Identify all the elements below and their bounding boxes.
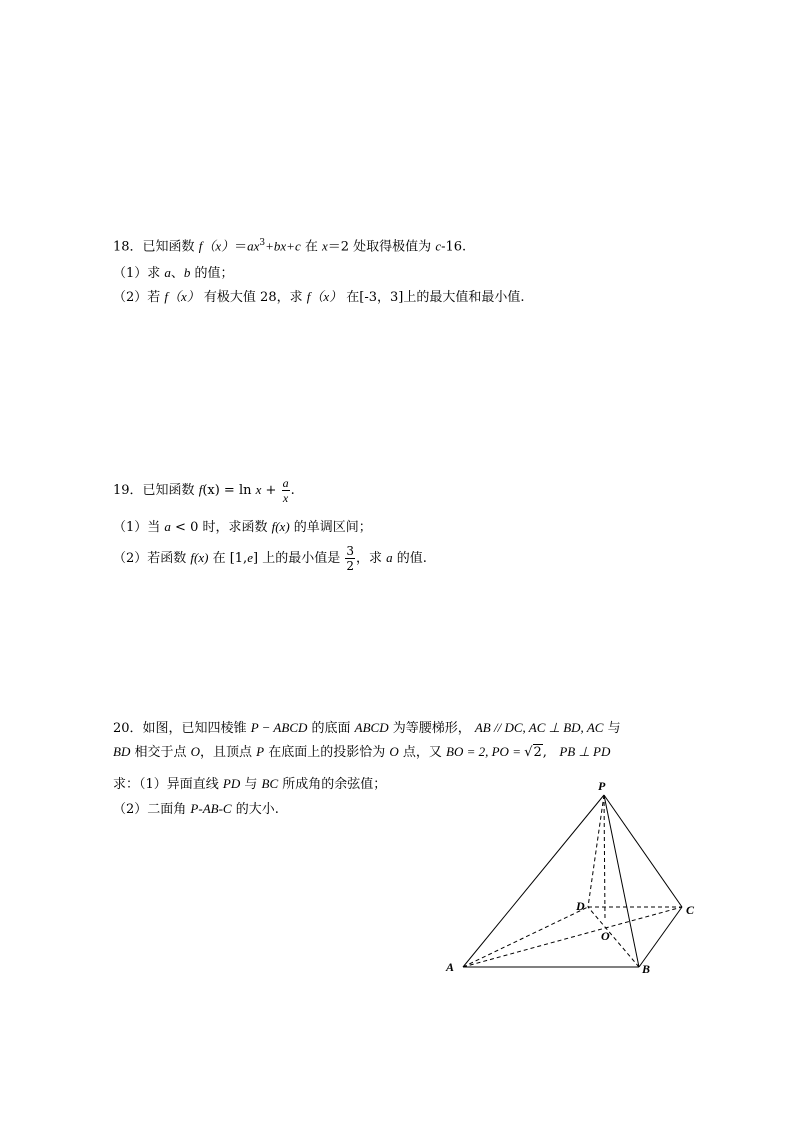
edge-PO xyxy=(604,795,605,920)
q20-line2: BD 相交于点 O，且顶点 P 在底面上的投影恰为 O 点，又 BO = 2, PO = √2, PB ⊥ PD xyxy=(113,744,611,760)
q19-number: 19． xyxy=(113,483,143,498)
edge-PA xyxy=(463,795,604,967)
diag-AC xyxy=(463,907,682,967)
label-B: B xyxy=(642,962,651,976)
q20-line3: 求：（1）异面直线 PD 与 BC 所成角的余弦值； xyxy=(113,776,387,792)
label-O: O xyxy=(601,929,610,943)
q19-part2: （2）若函数 f(x) 在 [1,e] 上的最小值是 $\frac{3}{2}$ ，求 a 的值. xyxy=(113,544,427,573)
edge-BC xyxy=(639,907,682,967)
q20-line4: （2）二面角 P-AB-C 的大小. xyxy=(113,801,279,817)
label-A: A xyxy=(446,960,455,974)
q18-part1: （1）求 a、b 的值； xyxy=(113,265,234,281)
diag-BD xyxy=(588,907,639,967)
pyramid-figure xyxy=(420,770,720,990)
q19-stem: 19．已知函数 f(x) = ln x + $\frac{a}{x}$ . xyxy=(113,476,295,505)
q19-fraction: $\frac{a}{x}$ xyxy=(282,476,289,505)
label-D: D xyxy=(576,899,585,913)
label-C: C xyxy=(686,903,695,917)
label-P: P xyxy=(598,779,606,793)
q20-line1: 20．如图，已知四棱锥 P − ABCD 的底面 ABCD 为等腰梯形， AB // DC, AC ⊥ BD, AC 与 xyxy=(113,720,621,736)
q18-stem: 18．已知函数 $f(x)=ax^3+bx+c$ 在 x＝2 处取得极值为 c-16. xyxy=(113,238,467,255)
q19-part1: （1）当 a < 0 时，求函数 f(x) 的单调区间； xyxy=(113,519,372,535)
q18-part2: （2）若 f（x） 有极大值 28，求 f（x） 在[-3，3]上的最大值和最小值. xyxy=(113,289,525,305)
edge-AD xyxy=(463,907,588,967)
q18-number: 18． xyxy=(113,239,143,255)
q19-fraction-3-2: $\frac{3}{2}$ xyxy=(346,544,354,573)
q20-number: 20． xyxy=(113,721,143,736)
